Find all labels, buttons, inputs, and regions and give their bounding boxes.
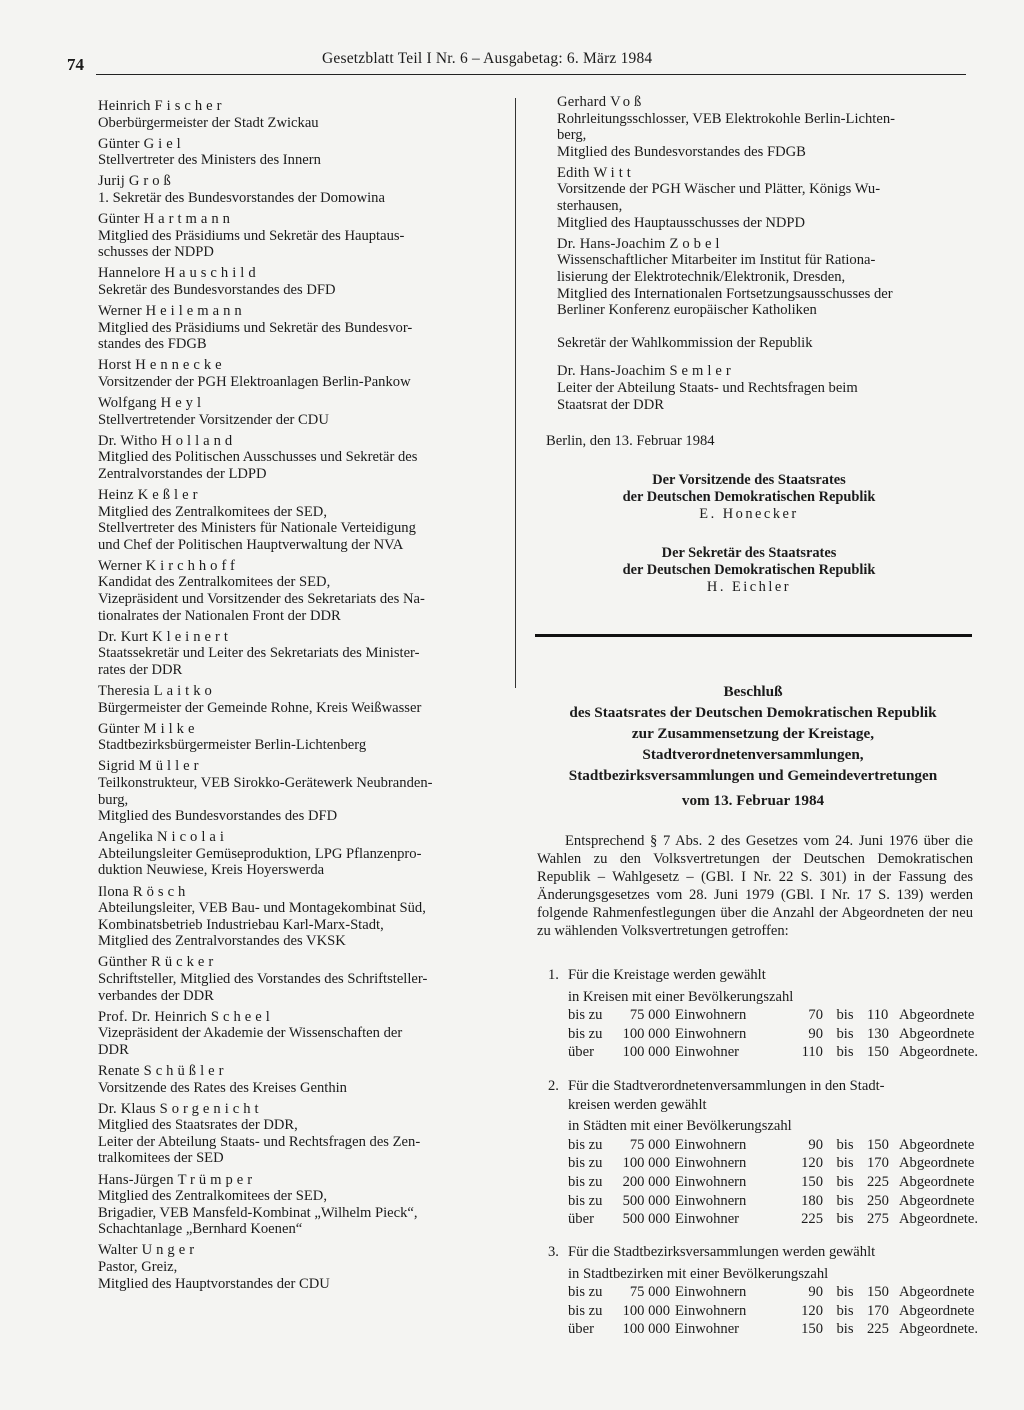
row-label: Abgeordnete	[899, 1155, 975, 1172]
right-member-entries	[557, 94, 969, 319]
member-given-name: Hans-Jürgen	[98, 1171, 174, 1188]
member-name	[98, 683, 516, 700]
member-role: Mitglied des Zentralkomitees der SED, Stellvertreter des Ministers für Nationale Verteidigung und Chef der Politischen Hauptverwaltung der NVA	[98, 503, 416, 553]
member-name	[98, 173, 516, 190]
member-surname: Kirchhoff	[145, 557, 239, 574]
member-given-name: Theresia	[98, 683, 150, 699]
member-surname: Hauschild	[164, 265, 260, 282]
member-entry	[98, 954, 516, 1004]
row-population: 75 000	[629, 1007, 670, 1024]
member-given-name: Prof. Dr. Heinrich	[98, 1008, 207, 1025]
row-unit: Einwohnern	[675, 1302, 747, 1319]
member-surname: Unger	[141, 1242, 199, 1259]
row-min-deputies: 120	[801, 1155, 823, 1172]
member-name	[98, 954, 516, 971]
member-given-name: Horst	[98, 357, 132, 374]
section-divider	[535, 634, 972, 637]
row-bis: bis	[836, 1025, 854, 1042]
member-entry	[98, 173, 516, 206]
allocation-row	[548, 1154, 978, 1173]
member-entry	[98, 1101, 516, 1167]
allocation-row	[548, 1320, 978, 1339]
member-given-name: Günter	[98, 211, 140, 228]
row-unit: Einwohnern	[675, 1025, 747, 1042]
member-given-name: Edith	[557, 164, 590, 181]
member-entry	[98, 683, 516, 716]
member-given-name: Dr. Witho	[98, 432, 158, 449]
member-entry	[98, 98, 516, 131]
member-given-name: Hannelore	[98, 265, 161, 282]
row-prefix: über	[568, 1211, 594, 1228]
member-name	[98, 1242, 516, 1259]
member-entry	[557, 94, 969, 160]
allocation-row	[548, 1025, 978, 1044]
row-bis: bis	[836, 1155, 854, 1172]
gazette-header-title: Gesetzblatt Teil I Nr. 6 – Ausgabetag: 6. März 1984	[322, 50, 653, 67]
member-name	[98, 558, 516, 575]
row-bis: bis	[836, 1321, 854, 1338]
member-role: Mitglied des Zentralkomitees der SED, Brigadier, VEB Mansfeld-Kombinat „Wilhelm Pieck“, Schachtanlage „Bernhard Koenen“	[98, 1188, 418, 1238]
member-entry	[98, 1242, 516, 1292]
member-name	[98, 357, 516, 374]
member-name	[98, 265, 516, 282]
row-bis: bis	[836, 1211, 854, 1228]
member-role: Teilkonstrukteur, VEB Sirokko-Gerätewerk Neubranden- burg, Mitglied des Bundesvorstandes des DFD	[98, 774, 433, 825]
member-surname: Sorgenicht	[159, 1100, 263, 1117]
row-population: 100 000	[622, 1155, 670, 1172]
row-unit: Einwohnern	[675, 1136, 747, 1153]
member-role: Sekretär des Bundesvorstandes des DFD	[98, 281, 336, 298]
member-role: Stellvertretender Vorsitzender der CDU	[98, 411, 329, 428]
row-label: Abgeordnete	[899, 1136, 975, 1153]
member-role: Schriftsteller, Mitglied des Vorstandes des Schriftsteller- verbandes der DDR	[98, 971, 428, 1004]
member-name	[98, 395, 516, 412]
member-name	[557, 363, 969, 380]
row-unit: Einwohner	[675, 1321, 740, 1338]
section-number: 2.	[548, 1078, 559, 1094]
member-name	[557, 94, 969, 111]
member-entry	[98, 395, 516, 428]
member-surname: Scheel	[210, 1008, 274, 1025]
signature-name: E. Honecker	[699, 506, 799, 522]
member-role: 1. Sekretär des Bundesvorstandes der Domowina	[98, 189, 385, 206]
member-role: Stellvertreter des Ministers des Innern	[98, 152, 321, 169]
row-prefix: bis zu	[568, 1173, 603, 1190]
member-name	[98, 884, 516, 901]
row-prefix: bis zu	[568, 1136, 603, 1153]
allocation-section	[548, 1077, 978, 1229]
row-prefix: bis zu	[568, 1155, 603, 1172]
member-surname: Kleinert	[152, 628, 232, 645]
section-number: 3.	[548, 1244, 559, 1260]
member-surname: Fischer	[154, 98, 226, 114]
member-given-name: Dr. Hans-Joachim	[557, 235, 666, 252]
row-bis: bis	[836, 1044, 854, 1061]
member-given-name: Sigrid	[98, 758, 135, 775]
member-name	[98, 303, 516, 320]
page-number: 74	[67, 55, 84, 74]
member-given-name: Heinz	[98, 486, 134, 503]
row-max-deputies: 150	[866, 1044, 889, 1061]
member-surname: Rücker	[151, 954, 218, 971]
member-entry	[98, 629, 516, 679]
member-name	[98, 829, 516, 846]
row-max-deputies: 150	[867, 1284, 889, 1301]
member-name	[98, 721, 516, 738]
section-subheading: in Kreisen mit einer Bevölkerungszahl	[568, 988, 794, 1005]
member-given-name: Werner	[98, 557, 142, 574]
row-unit: Einwohner	[675, 1211, 740, 1228]
signature-line1: Der Vorsitzende des Staatsrates	[652, 472, 846, 488]
row-label: Abgeordnete	[899, 1025, 975, 1042]
row-label: Abgeordnete	[899, 1302, 975, 1319]
member-entry	[557, 165, 969, 231]
member-name	[98, 136, 516, 153]
row-label: Abgeordnete.	[898, 1321, 979, 1338]
member-entry	[98, 265, 516, 298]
row-bis: bis	[836, 1007, 854, 1024]
row-prefix: bis zu	[568, 1007, 603, 1024]
member-name	[98, 629, 516, 646]
member-role: Abteilungsleiter, VEB Bau- und Montagekombinat Süd, Kombinatsbetrieb Industriebau Karl-Marx-Stadt, Mitglied des Zentralvorstandes des VKSK	[98, 900, 426, 950]
member-role: Mitglied des Präsidiums und Sekretär des Bundesvor- standes des FDGB	[98, 319, 413, 353]
decision-title-line: Beschluß	[723, 683, 783, 700]
signature-line2: der Deutschen Demokratischen Republik	[622, 562, 876, 578]
member-name	[98, 1172, 516, 1189]
signature-block-secretary	[545, 545, 953, 596]
row-max-deputies: 225	[866, 1321, 889, 1338]
decision-title-block	[528, 681, 978, 811]
decision-intro-paragraph: Entsprechend § 7 Abs. 2 des Gesetzes vom 24. Juni 1976 über die Wahlen zu den Volksvertretungen der Deutschen Demokratischen Republik – Wahlgesetz – (GBl. I Nr. 22 S. 301) in der Fassung des Änderungsgesetzes vom 28. Juni 1979 (GBl. I Nr. 17 S. 139) werden folgende Rahmenfestlegungen über die Anzahl der Abgeordneten der neu zu wählenden Volksvertretungen getroffen:	[537, 833, 973, 939]
member-surname: Witt	[593, 164, 635, 181]
member-given-name: Werner	[98, 303, 142, 320]
member-surname: Rösch	[132, 883, 190, 900]
row-population: 200 000	[622, 1173, 670, 1190]
row-prefix: über	[568, 1044, 594, 1061]
section-heading	[548, 1077, 978, 1114]
right-column-member-list	[546, 94, 969, 450]
member-surname: Milke	[143, 720, 199, 737]
allocation-row	[548, 1283, 978, 1302]
section-subheading: in Städten mit einer Bevölkerungszahl	[568, 1118, 792, 1135]
member-role: Abteilungsleiter Gemüseproduktion, LPG Pflanzenpro- duktion Neuwiese, Kreis Hoyerswerda	[98, 845, 422, 879]
member-given-name: Renate	[98, 1062, 140, 1079]
member-role: Staatssekretär und Leiter des Sekretariats des Minister- rates der DDR	[98, 645, 420, 678]
row-unit: Einwohnern	[675, 1192, 747, 1209]
member-given-name: Dr. Klaus	[98, 1100, 156, 1117]
member-name	[98, 433, 516, 450]
member-given-name: Jurij	[98, 173, 125, 190]
row-label: Abgeordnete	[899, 1284, 975, 1301]
row-label: Abgeordnete	[899, 1007, 975, 1024]
member-surname: Müller	[138, 758, 203, 775]
member-entry	[98, 211, 516, 261]
page-header	[0, 0, 1024, 80]
row-max-deputies: 130	[867, 1025, 889, 1042]
member-surname: Hennecke	[135, 357, 226, 374]
member-entry	[98, 303, 516, 353]
row-population: 100 000	[622, 1321, 670, 1338]
row-max-deputies: 225	[867, 1173, 889, 1190]
section-number: 1.	[548, 967, 559, 983]
allocation-row	[548, 1173, 978, 1192]
member-surname: Heyl	[160, 395, 206, 411]
row-prefix: bis zu	[568, 1192, 603, 1209]
row-max-deputies: 275	[866, 1211, 889, 1228]
place-date: Berlin, den 13. Februar 1984	[546, 433, 715, 450]
left-column-member-list	[98, 98, 516, 1297]
member-role: Oberbürgermeister der Stadt Zwickau	[98, 114, 319, 131]
member-name	[557, 236, 969, 253]
section-subheading: in Stadtbezirken mit einer Bevölkerungszahl	[568, 1265, 829, 1282]
member-role: Vizepräsident der Akademie der Wissenschaften der DDR	[98, 1025, 403, 1058]
row-min-deputies: 225	[801, 1211, 823, 1228]
row-max-deputies: 150	[867, 1136, 889, 1153]
header-rule	[96, 74, 966, 75]
member-entry	[98, 829, 516, 879]
row-population: 75 000	[629, 1136, 670, 1153]
member-surname: Trümper	[177, 1171, 257, 1188]
row-max-deputies: 170	[867, 1155, 889, 1172]
signature-block-chairman	[545, 472, 953, 523]
row-label: Abgeordnete.	[898, 1044, 979, 1061]
member-role: Vorsitzende des Rates des Kreises Genthin	[98, 1079, 347, 1096]
member-role: Mitglied des Politischen Ausschusses und Sekretär des Zentralvorstandes der LDPD	[98, 449, 418, 482]
row-bis: bis	[836, 1302, 854, 1319]
row-min-deputies: 90	[808, 1025, 823, 1042]
row-unit: Einwohnern	[675, 1007, 747, 1024]
row-unit: Einwohnern	[675, 1173, 747, 1190]
row-max-deputies: 250	[867, 1192, 889, 1209]
member-role: Pastor, Greiz, Mitglied des Hauptvorstandes der CDU	[98, 1259, 330, 1292]
member-name	[98, 487, 516, 504]
member-surname: Hartmann	[143, 211, 234, 228]
member-surname: Giel	[143, 135, 185, 152]
member-surname: Laitko	[153, 683, 216, 699]
decision-title-line: Stadtverordnetenversammlungen,	[642, 746, 864, 763]
row-min-deputies: 110	[801, 1044, 823, 1061]
signature-line2: der Deutschen Demokratischen Republik	[622, 489, 876, 505]
signature-name: H. Eichler	[706, 579, 792, 595]
member-surname: Keßler	[137, 486, 202, 503]
member-role: Bürgermeister der Gemeinde Rohne, Kreis Weißwasser	[98, 699, 422, 716]
member-role: Stadtbezirksbürgermeister Berlin-Lichtenberg	[98, 737, 367, 754]
member-role: Leiter der Abteilung Staats- und Rechtsfragen beim Staatsrat der DDR	[557, 379, 858, 413]
member-surname: Voß	[610, 94, 646, 110]
member-role: Kandidat des Zentralkomitees der SED, Vizepräsident und Vorsitzender des Sekretariats des Na- tionalrates der Nationalen Front der DDR	[98, 574, 425, 624]
member-entry	[98, 433, 516, 483]
member-surname: Semler	[669, 363, 735, 380]
member-given-name: Walter	[98, 1242, 138, 1259]
row-bis: bis	[836, 1284, 854, 1301]
member-given-name: Ilona	[98, 883, 129, 900]
row-prefix: über	[568, 1321, 594, 1338]
member-name	[98, 758, 516, 775]
member-given-name: Dr. Hans-Joachim	[557, 363, 666, 380]
member-surname: Zobel	[669, 235, 724, 252]
row-max-deputies: 170	[867, 1302, 889, 1319]
row-label: Abgeordnete	[899, 1192, 975, 1209]
decision-title-line: des Staatsrates der Deutschen Demokratischen Republik	[569, 704, 937, 721]
member-surname: Heilemann	[145, 303, 246, 320]
decision-date: vom 13. Februar 1984	[681, 792, 825, 809]
row-min-deputies: 90	[808, 1136, 823, 1153]
member-role: Mitglied des Staatsrates der DDR, Leiter der Abteilung Staats- und Rechtsfragen des Zen- tralkomitees der SED	[98, 1117, 421, 1167]
member-entry	[557, 236, 969, 319]
member-role: Wissenschaftlicher Mitarbeiter im Institut für Rationa- lisierung der Elektrotechnik/Elektronik, Dresden, Mitglied des Internationalen Fortsetzungsausschusses der Berliner Konferenz europäischer Katholiken	[557, 252, 893, 319]
decision-title-line: Stadtbezirksversammlungen und Gemeindevertretungen	[568, 767, 938, 784]
row-label: Abgeordnete.	[898, 1211, 979, 1228]
row-min-deputies: 70	[808, 1007, 823, 1024]
member-entry	[98, 721, 516, 754]
member-given-name: Wolfgang	[98, 395, 157, 411]
section-heading-text: Für die Stadtverordnetenversammlungen in den Stadt- kreisen werden gewählt	[568, 1078, 885, 1113]
row-population: 75 000	[629, 1284, 670, 1301]
allocation-row	[548, 1210, 978, 1229]
member-surname: Nicolai	[156, 829, 228, 846]
member-name	[98, 98, 516, 115]
commission-secretary-title: Sekretär der Wahlkommission der Republik	[557, 334, 813, 351]
row-population: 100 000	[622, 1025, 670, 1042]
row-prefix: bis zu	[568, 1284, 603, 1301]
section-heading-text: Für die Stadtbezirksversammlungen werden gewählt	[568, 1244, 876, 1260]
member-given-name: Gerhard	[557, 94, 607, 110]
member-name	[98, 1063, 516, 1080]
member-role: Rohrleitungsschlosser, VEB Elektrokohle Berlin-Lichten- berg, Mitglied des Bundesvorstandes des FDGB	[557, 110, 895, 160]
row-population: 500 000	[622, 1192, 670, 1209]
row-population: 500 000	[622, 1211, 670, 1228]
row-population: 100 000	[622, 1302, 670, 1319]
member-given-name: Günter	[98, 135, 140, 152]
member-name	[98, 1009, 516, 1026]
allocation-row	[548, 1043, 978, 1062]
section-heading-text: Für die Kreistage werden gewählt	[568, 967, 766, 983]
member-given-name: Günter	[98, 720, 140, 737]
row-bis: bis	[836, 1192, 854, 1209]
decision-title-line: zur Zusammensetzung der Kreistage,	[631, 725, 875, 742]
allocation-row	[548, 1006, 978, 1025]
member-name	[98, 1101, 516, 1118]
member-given-name: Heinrich	[98, 98, 151, 114]
member-name	[98, 211, 516, 228]
row-label: Abgeordnete	[899, 1173, 975, 1190]
section-heading	[548, 1243, 978, 1262]
member-surname: Holland	[161, 432, 237, 449]
member-entry	[98, 758, 516, 824]
member-entry	[98, 1063, 516, 1096]
row-bis: bis	[836, 1173, 854, 1190]
allocation-section	[548, 1243, 978, 1339]
section-heading	[548, 966, 978, 985]
row-bis: bis	[836, 1136, 854, 1153]
allocation-row	[548, 1136, 978, 1155]
commission-secretary-entry	[557, 335, 969, 413]
row-min-deputies: 180	[801, 1192, 823, 1209]
row-unit: Einwohner	[675, 1044, 740, 1061]
member-entry	[98, 1009, 516, 1059]
member-role: Vorsitzende der PGH Wäscher und Plätter, Königs Wu- sterhausen, Mitglied des Hauptausschusses der NDPD	[557, 181, 881, 231]
allocation-row	[548, 1192, 978, 1211]
member-role: Vorsitzender der PGH Elektroanlagen Berlin-Pankow	[98, 373, 411, 390]
row-max-deputies: 110	[867, 1007, 889, 1024]
row-prefix: bis zu	[568, 1025, 603, 1042]
row-prefix: bis zu	[568, 1302, 603, 1319]
row-population: 100 000	[622, 1044, 670, 1061]
member-name	[557, 165, 969, 182]
member-entry	[98, 1172, 516, 1238]
row-min-deputies: 150	[801, 1321, 823, 1338]
member-surname: Schüßler	[143, 1062, 228, 1079]
member-entry	[98, 884, 516, 950]
member-surname: Groß	[128, 173, 175, 190]
member-entry	[98, 487, 516, 553]
row-unit: Einwohnern	[675, 1284, 747, 1301]
member-role: Mitglied des Präsidiums und Sekretär des Hauptaus- schusses der NDPD	[98, 227, 405, 261]
row-min-deputies: 150	[801, 1173, 823, 1190]
member-entry	[98, 136, 516, 169]
row-min-deputies: 120	[801, 1302, 823, 1319]
row-min-deputies: 90	[808, 1284, 823, 1301]
member-given-name: Günther	[98, 954, 148, 971]
allocation-section	[548, 966, 978, 1062]
allocation-row	[548, 1302, 978, 1321]
member-entry	[98, 558, 516, 624]
member-given-name: Angelika	[98, 829, 154, 846]
row-unit: Einwohnern	[675, 1155, 747, 1172]
member-entry	[98, 357, 516, 390]
signature-line1: Der Sekretär des Staatsrates	[661, 545, 837, 561]
member-given-name: Dr. Kurt	[98, 628, 149, 645]
